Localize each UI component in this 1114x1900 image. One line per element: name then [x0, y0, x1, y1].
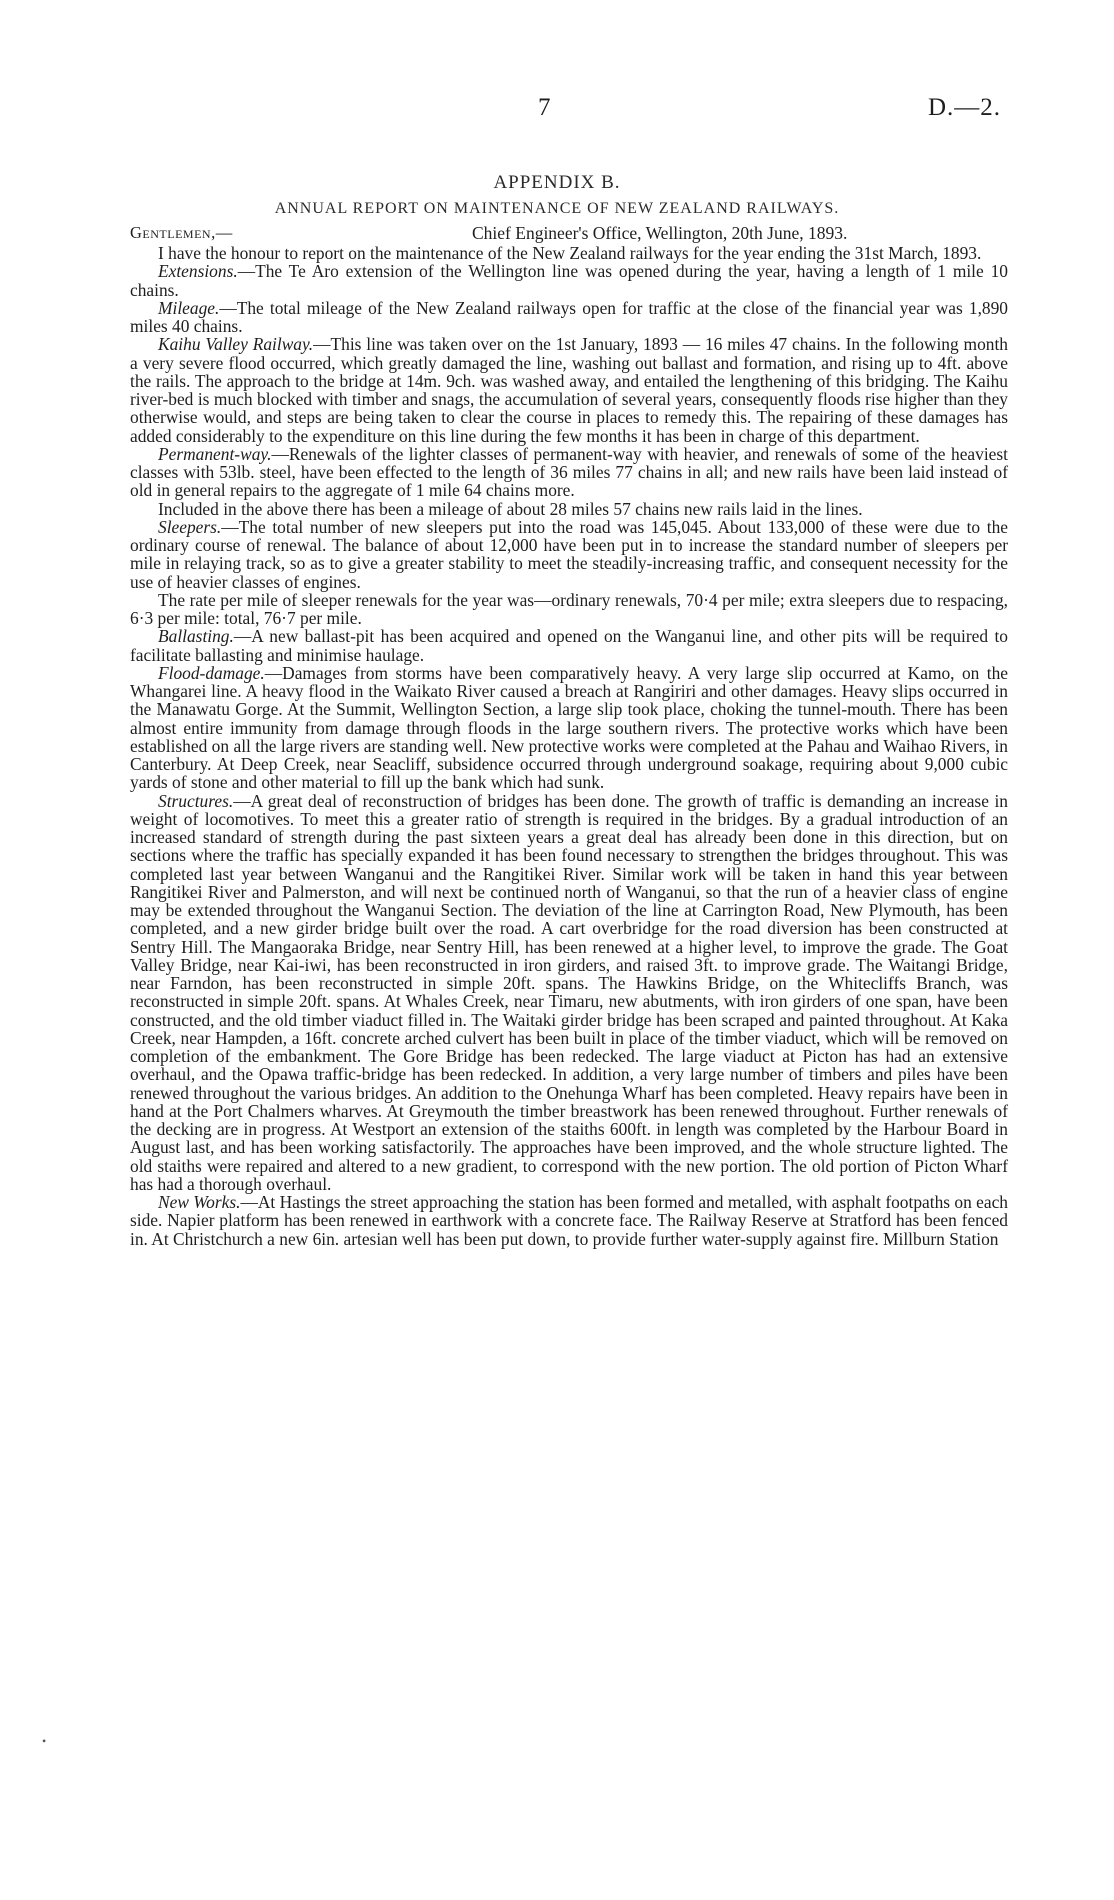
document-code: D.—2. [928, 94, 1002, 121]
page-number: 7 [538, 94, 551, 121]
report-body [130, 244, 1008, 1248]
paragraph-text: —The Te Aro extension of the Wellington line was opened during the year, having a length of 1 mile 10 chains. [130, 261, 1008, 300]
paragraph-kaihu-valley-railway [130, 335, 1008, 445]
paragraph-text: —Damages from storms have been comparatively heavy. A very large slip occurred at Kamo, on the Whangarei line. A heavy flood in the Waikato River caused a breach at Rangiriri and other damages. Heavy slips occurred in the Manawatu Gorge. At the Summit, Wellington Section, a large slip took place, choking the tunnel-mouth. There has been almost entire immunity from damage through floods in the large southern rivers. The protective works which have been established on all the large rivers are standing well. New protective works were completed at the Pahau and Waihao Rivers, in Canterbury. At Deep Creek, near Seacliff, subsidence occurred through underground soakage, requiring about 9,000 cubic yards of stone and other material to fill up the bank which had sunk. [130, 662, 1008, 793]
paragraph-text: Included in the above there has been a mileage of about 28 miles 57 chains new rails laid in the lines. [158, 498, 863, 519]
section-heading: New Works. [158, 1192, 241, 1212]
paragraph-new-rails [130, 500, 1008, 518]
section-heading: Extensions. [158, 261, 238, 282]
salutation: Gentlemen,— [130, 223, 233, 242]
section-heading: Structures. [158, 790, 234, 811]
paragraph-mileage [130, 299, 1008, 336]
paragraph-text: —This line was taken over on the 1st January, 1893 — 16 miles 47 chains. In the following month a very severe flood occurred, which greatly damaged the line, washing out ballast and formation, and rising up to 4ft. above the rails. The approach to the bridge at 14m. 9ch. was washed away, and entailed the lengthening of this bridging. The Kaihu river-bed is much blocked with timber and snags, the accumulation of several years, consequently floods rise higher than they otherwise would, and steps are being taken to clear the course in places to remedy this. The repairing of these damages has added considerably to the expenditure on this line during the few months it has been in charge of this department. [130, 334, 1008, 446]
dateline: Chief Engineer's Office, Wellington, 20th June, 1893. [472, 223, 848, 243]
paragraph-text: I have the honour to report on the maintenance of the New Zealand railways for the year ending the 31st March, 1893. [158, 243, 982, 263]
paragraph-intro [130, 244, 1008, 262]
appendix-title: APPENDIX B. [493, 172, 621, 193]
margin-dot: • [42, 1734, 47, 1748]
paragraph-text: —At Hastings the street approaching the station has been formed and metalled, with asphalt footpaths on each side. Napier platform has been renewed in earthwork with a concrete face. The Railway Reserve at Stratford has been fenced in. At Christchurch a new 6in. artesian well has been put down, to provide further water-supply against fire. Millburn Station [130, 1192, 1009, 1249]
section-heading: Mileage. [158, 297, 220, 318]
paragraph-text: —The total number of new sleepers put into the road was 145,045. About 133,000 of these were due to the ordinary course of renewal. The balance of about 12,000 have been put in to increase the standard number of sleepers per mile in relaying track, so as to give a greater stability to meet the steadily-increasing traffic, and consequent necessity for the use of heavier classes of engines. [130, 516, 1008, 592]
paragraph-structures [130, 792, 1008, 1194]
section-heading: Kaihu Valley Railway. [158, 334, 314, 355]
report-title: ANNUAL REPORT ON MAINTENANCE OF NEW ZEALAND RAILWAYS. [274, 200, 840, 217]
paragraph-text: —Renewals of the lighter classes of permanent-way with heavier, and renewals of some of the heaviest classes with 53lb. steel, have been effected to the length of 36 miles 77 chains in all; and new rails have been laid instead of old in general repairs to the aggregate of 1 mile 64 chains more. [130, 443, 1008, 501]
paragraph-flood-damage [130, 664, 1008, 792]
paragraph-permanent-way [130, 445, 1008, 500]
paragraph-sleeper-rate [130, 591, 1008, 628]
paragraph-ballasting [130, 627, 1008, 664]
paragraph-extensions [130, 262, 1008, 299]
paragraph-text: The rate per mile of sleeper renewals for the year was—ordinary renewals, 70·4 per mile; extra sleepers due to respacing, 6·3 per mile: total, 76·7 per mile. [130, 589, 1008, 628]
paragraph-text: —A new ballast-pit has been acquired and opened on the Wanganui line, and other pits will be required to facilitate ballasting and minimise haulage. [130, 626, 1008, 665]
paragraph-sleepers [130, 518, 1008, 591]
section-heading: Permanent-way. [158, 443, 272, 464]
section-heading: Sleepers. [158, 516, 222, 537]
paragraph-text: —The total mileage of the New Zealand railways open for traffic at the close of the financial year was 1,890 miles 40 chains. [130, 297, 1008, 336]
section-heading: Flood-damage. [158, 662, 265, 683]
paragraph-text: —A great deal of reconstruction of bridges has been done. The growth of traffic is demanding an increase in weight of locomotives. To meet this a greater ratio of strength is required in the bridges. By a gradual introduction of an increased standard of strength during the past sixteen years a great deal has already been done in this direction, but on sections where the traffic has specially expanded it has been found necessary to strengthen the bridges throughout. This was completed last year between Wanganui and the Rangitikei River. Similar work will be taken in hand this year between Rangitikei River and Palmerston, and will next be continued north of Wanganui, so that the run of a heavier class of engine may be extended throughout the Wanganui Section. The deviation of the line at Carrington Road, New Plymouth, has been completed, and a new girder bridge built over the road. A cart overbridge for the road diversion has been constructed at Sentry Hill. The Mangaoraka Bridge, near Sentry Hill, has been renewed at a higher level, to improve the grade. The Goat Valley Bridge, near Kai-iwi, has been reconstructed in iron girders, and raised 3ft. to improve grade. The Waitangi Bridge, near Farndon, has been reconstructed in simple 20ft. spans. The Hawkins Bridge, on the Whitecliffs Branch, was reconstructed in simple 20ft. spans. At Whales Creek, near Timaru, new abutments, with iron girders of one span, have been constructed, and the old timber viaduct filled in. The Waitaki girder bridge has been scraped and painted throughout. At Kaka Creek, near Hampden, a 16ft. concrete arched culvert has been built in place of the timber viaduct, which will be removed on completion of the embankment. The Gore Bridge has been redecked. The large viaduct at Picton has had an extensive overhaul, and the Opawa traffic-bridge has been redecked. In addition, a very large number of timbers and piles have been renewed throughout the various bridges. An addition to the Onehunga Wharf has been completed. Heavy repairs have been in hand at the Port Chalmers wharves. At Greymouth the timber breastwork has been renewed throughout. Further renewals of the decking are in progress. At Westport an extension of the staiths 600ft. in length was completed by the Harbour Board in August last, and has been working satisfactorily. The approaches have been improved, and the whole structure lighted. The old staiths were repaired and altered to a new gradient, to correspond with the new portion. The old portion of Picton Wharf has had a thorough overhaul. [130, 790, 1008, 1194]
section-heading: Ballasting. [158, 626, 234, 647]
paragraph-new-works [130, 1193, 1008, 1248]
